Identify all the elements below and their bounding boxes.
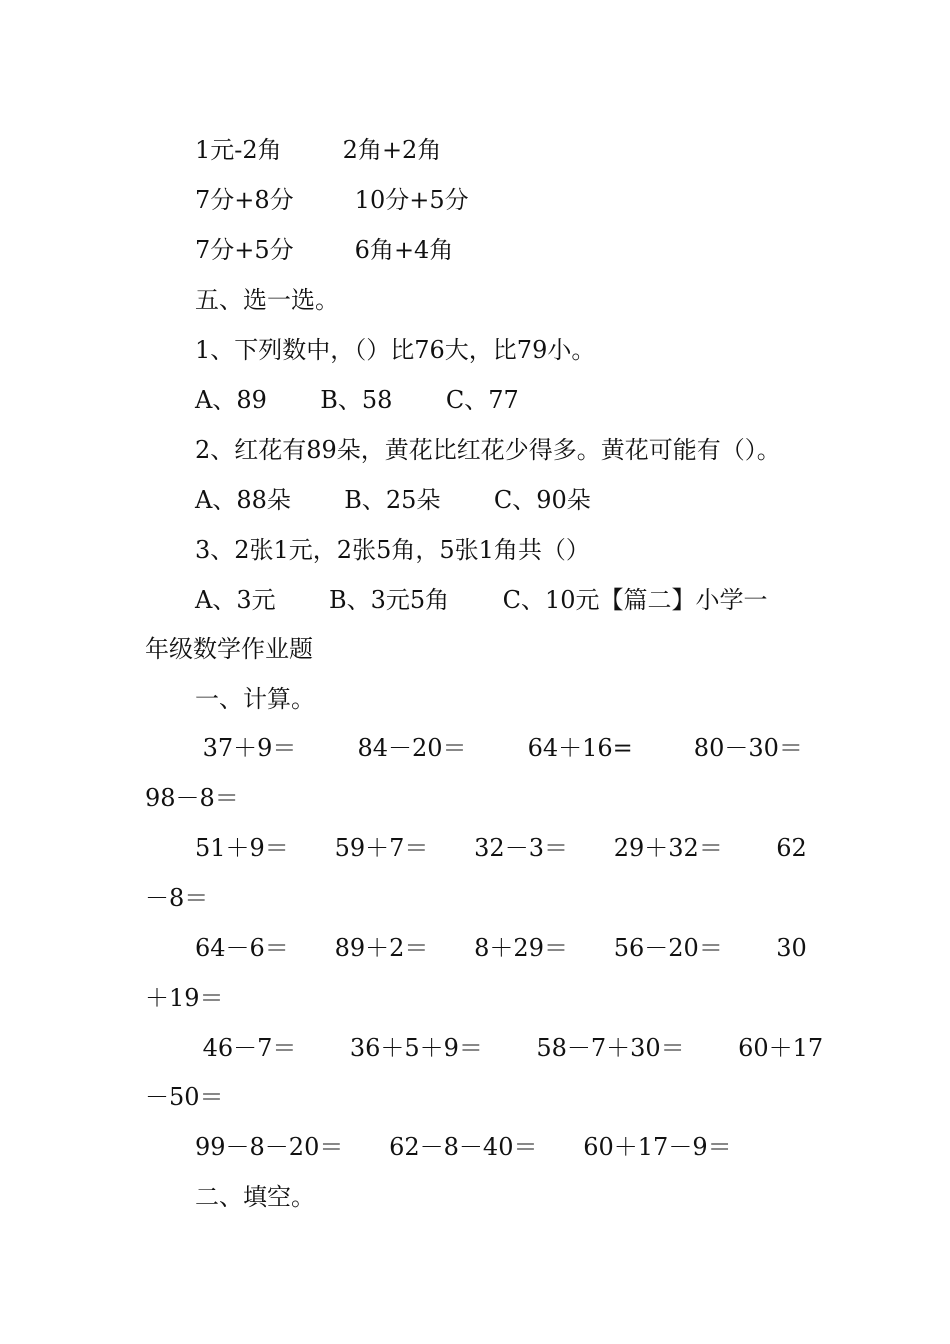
section-heading-calculate: 一、计算。 <box>195 685 315 713</box>
calc-row-2-wrap: －8＝ <box>145 884 209 912</box>
question-2: 2、红花有89朵，黄花比红花少得多。黄花可能有（）。 <box>195 436 781 464</box>
calc-row-4: 46－7＝ 36＋5＋9＝ 58－7＋30＝ 60＋17 <box>195 1034 824 1062</box>
question-1: 1、下列数中，（）比76大，比79小。 <box>195 336 596 364</box>
calc-row-1: 37＋9＝ 84－20＝ 64＋16= 80－30＝ <box>195 734 803 762</box>
part-two-title: 年级数学作业题 <box>145 635 313 663</box>
calc-row-5: 99－8－20＝ 62－8－40＝ 60＋17－9＝ <box>195 1133 732 1161</box>
question-3-options: A、3元 B、3元5角 C、10元【篇二】小学一 <box>195 586 768 614</box>
question-2-options: A、88朵 B、25朵 C、90朵 <box>195 486 591 514</box>
question-3: 3、2张1元，2张5角，5张1角共（） <box>195 536 590 564</box>
money-compare-row-3: 7分+5分 6角+4角 <box>195 236 454 264</box>
section-heading-fill-blank: 二、填空。 <box>195 1183 315 1211</box>
money-compare-row-1: 1元-2角 2角+2角 <box>195 136 442 164</box>
calc-row-4-wrap: －50＝ <box>145 1083 224 1111</box>
calc-row-1-wrap: 98－8＝ <box>145 784 239 812</box>
calc-row-3: 64－6＝ 89＋2＝ 8＋29＝ 56－20＝ 30 <box>195 934 807 962</box>
money-compare-row-2: 7分+8分 10分+5分 <box>195 186 469 214</box>
question-1-options: A、89 B、58 C、77 <box>195 386 519 414</box>
calc-row-2: 51＋9＝ 59＋7＝ 32－3＝ 29＋32＝ 62 <box>195 834 807 862</box>
calc-row-3-wrap: ＋19＝ <box>145 984 224 1012</box>
section-heading-choose: 五、选一选。 <box>195 286 339 314</box>
